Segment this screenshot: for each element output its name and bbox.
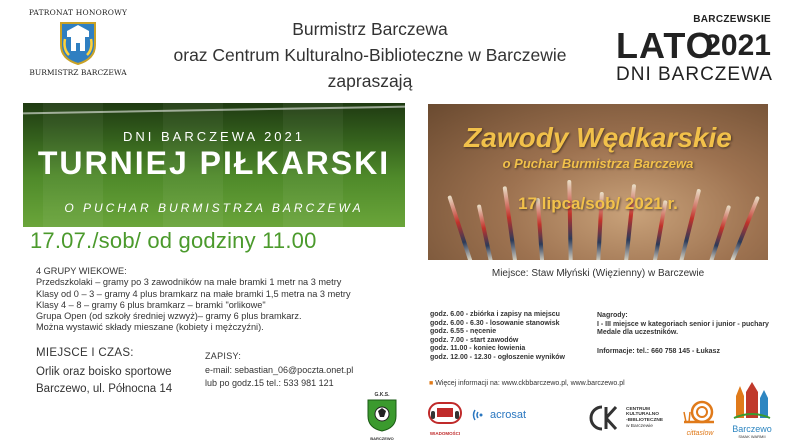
barczewo-logo [730, 382, 774, 442]
football-groups [36, 266, 416, 334]
invitation-header [130, 16, 610, 94]
fishing-date: 17 lipca/sob/ 2021 r. [518, 194, 678, 213]
patronage-bottom-label: BURMISTRZ BARCZEWA [29, 68, 127, 77]
fishing-place: Miejsce: Staw Młyński (Więzienny) w Barczewie [491, 268, 705, 279]
prizes-line: Medale dla uczestników. [597, 329, 679, 337]
schedule-line: godz. 6.00 - zbiórka i zapisy na miejscu [430, 311, 560, 318]
schedule-line: godz. 6.00 - 6.30 - losowanie stanowisk [430, 319, 560, 327]
gks-bottom-label: BARCZEWO [370, 436, 394, 441]
radio-icon [425, 397, 465, 427]
football-place [36, 347, 172, 398]
cittaslow-label: cittaslow [686, 430, 714, 437]
coat-of-arms-icon [59, 21, 97, 65]
place-heading: MIEJSCE I CZAS: [36, 347, 134, 359]
cittaslow-logo [680, 398, 720, 438]
radio-logo [425, 397, 465, 439]
prizes-heading: Nagrody: [597, 312, 628, 319]
ckb-line: CENTRUM [626, 406, 650, 412]
fishing-banner [428, 104, 768, 260]
groups-line: Przedszkolaki – gramy po 3 zawodników na małe bramki 1 metr na 3 metry [36, 277, 342, 288]
more-info-text[interactable]: Więcej informacji na: www.ckbbarczewo.pl, www.barczewo.pl [435, 380, 625, 387]
gks-crest-icon [362, 398, 402, 432]
lato-2021-logo [612, 12, 777, 92]
football-subtitle: DNI BARCZEWA 2021 [122, 129, 305, 144]
lato-small-label: BARCZEWSKIE [693, 14, 771, 25]
place-line: Orlik oraz boisko sportowe [36, 366, 172, 378]
more-info [429, 380, 625, 387]
groups-line: Klasy 4 – 8 – gramy 6 plus bramkarz – bramki "orlikowe" [36, 299, 266, 310]
barczewo-towers-icon [730, 382, 774, 420]
acrosat-waves-icon [472, 407, 488, 423]
groups-line: 4 GRUPY WIEKOWE: [36, 266, 127, 276]
schedule-line: godz. 12.00 - 12.30 - ogłoszenie wyników [430, 353, 565, 361]
ckb-logo [588, 400, 668, 436]
ckb-line: KULTURALNO [626, 412, 659, 418]
ckb-line: w Barczewie [626, 423, 653, 429]
header-line-3: zapraszają [327, 71, 413, 91]
prizes-info: Informacje: tel.: 660 758 145 - Łukasz [597, 347, 720, 355]
gks-logo [362, 392, 402, 440]
place-line: Barczewo, ul. Północna 14 [36, 383, 173, 395]
header-line-2: oraz Centrum Kulturalno-Biblioteczne w Barczewie [173, 45, 567, 65]
fishing-prizes [597, 312, 787, 356]
patronage-block [28, 8, 128, 77]
ckb-mark-icon [588, 403, 622, 433]
acrosat-logo [472, 405, 542, 425]
fishing-title: Zawody Wędkarskie [464, 122, 732, 153]
fishing-subtitle: o Puchar Burmistrza Barczewa [502, 156, 694, 171]
acrosat-label: acrosat [490, 409, 527, 421]
signup-heading: ZAPISY: [205, 351, 242, 361]
patronage-top-label: PATRONAT HONOROWY [28, 8, 128, 17]
signup-email[interactable]: e-mail: sebastian_06@poczta.onet.pl [205, 365, 354, 375]
groups-line: Klasy od 0 – 3 – gramy 4 plus bramkarz na małe bramki 1,5 metra na 3 metry [36, 288, 351, 299]
ckb-line: -BIBLIOTECZNE [626, 418, 664, 423]
bullet-icon: ■ [429, 380, 434, 387]
barczewo-sub: SMAK WARMII [738, 434, 766, 439]
football-signup [205, 350, 353, 390]
signup-phone: lub po godz.15 tel.: 533 981 121 [205, 378, 334, 388]
schedule-line: godz. 11.00 - koniec łowienia [430, 345, 526, 353]
fishing-schedule [430, 311, 565, 363]
schedule-line: godz. 7.00 - start zawodów [430, 336, 519, 344]
lato-year-label: 2021 [704, 29, 771, 62]
football-cup: O PUCHAR BURMISTRZA BARCZEWA [64, 201, 364, 215]
radio-text: WIADOMOŚCI [429, 431, 461, 436]
football-banner [23, 103, 405, 227]
football-date: 17.07./sob/ od godziny 11.00 [30, 228, 317, 253]
snail-icon [680, 398, 720, 426]
prizes-line: I - III miejsce w kategoriach senior i junior - puchary [597, 320, 769, 328]
barczewo-label: Barczewo [732, 424, 772, 434]
groups-line: Można wystawić składy mieszane (kobiety i mężczyźni). [36, 322, 264, 333]
groups-line: Grupa Open (od szkoły średniej wzwyż)– gramy 6 plus bramkarz. [36, 311, 302, 322]
header-line-1: Burmistrz Barczewa [292, 19, 448, 39]
lato-dni-label: DNI BARCZEWA [616, 64, 773, 85]
gks-top-label: G.K.S. [374, 392, 390, 398]
lato-big-label: LATO [616, 25, 715, 66]
football-title: TURNIEJ PIŁKARSKI [37, 145, 391, 181]
schedule-line: godz. 6.55 - nęcenie [430, 328, 497, 336]
